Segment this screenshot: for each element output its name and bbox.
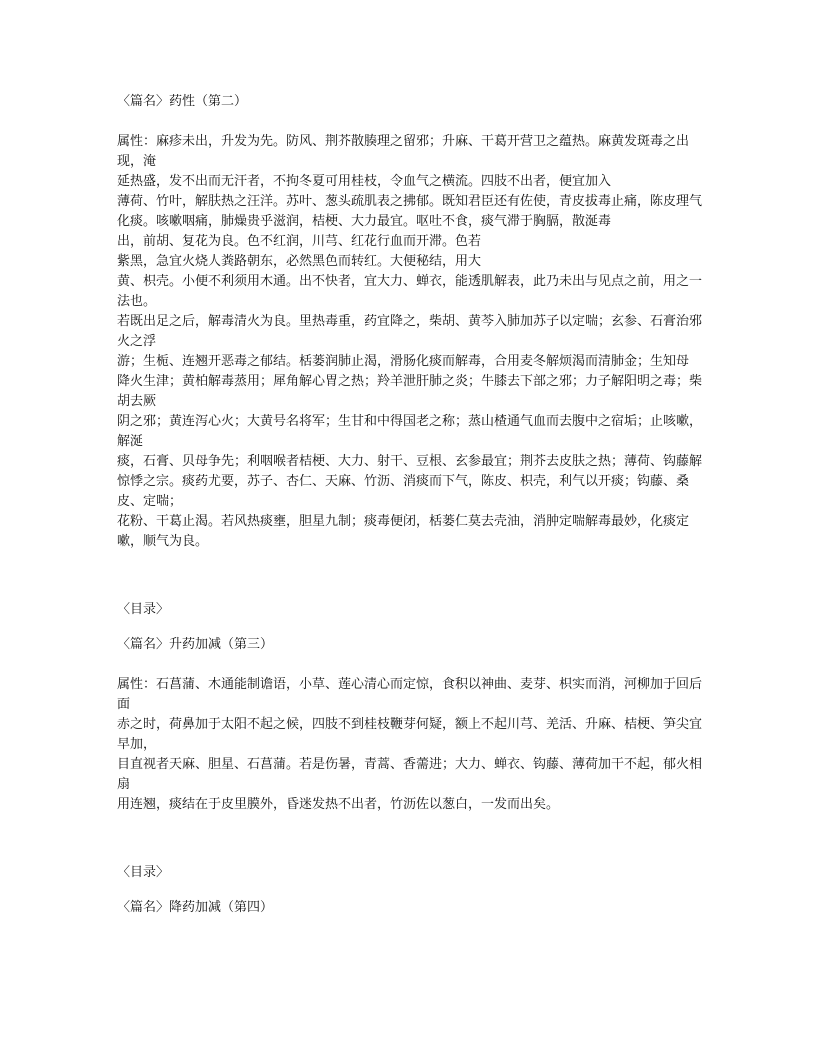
body-line: 化痰。咳嗽咽痛，肺燥贵乎滋润，桔梗、大力最宜。呕吐不食，痰气滞于胸膈，散涎毒	[117, 214, 612, 229]
body-line: 花粉、干葛止渴。若风热痰壅，胆星九制；痰毒便闭，栝蒌仁莫去壳油，消肿定喘解毒最妙，化痰定嗽，顺气为良。	[117, 514, 690, 549]
body-line: 延热盛，发不出而无汗者，不拘冬夏可用桂枝，令血气之横流。四肢不出者，便宜加入	[117, 174, 612, 189]
body-line: 降火生津；黄柏解毒蒸用；犀角解心胃之热；羚羊泄肝肺之炎；牛膝去下部之邪；力子解阳明之毒；柴胡去厥	[117, 374, 703, 409]
body-line: 若既出足之后，解毒清火为良。里热毒重，药宜降之，柴胡、黄芩入肺加苏子以定喘；玄参、石膏治邪火之浮	[117, 314, 703, 349]
spacer	[117, 815, 702, 863]
section-heading: 〈篇名〉药性（第二）	[117, 94, 248, 109]
toc-link: 〈目录〉	[117, 865, 170, 880]
section-body	[117, 132, 702, 552]
body-line: 惊悸之宗。痰药尤要，苏子、杏仁、天麻、竹沥、消痰而下气，陈皮、枳壳，利气以开痰；钩藤、桑皮、定喘；	[117, 474, 690, 509]
body-line: 游；生栀、连翘开恶毒之郁结。栝蒌润肺止渴，滑肠化痰而解毒，合用麦冬解烦渴而清肺金；生知母	[117, 354, 690, 369]
toc-link: 〈目录〉	[117, 602, 170, 617]
section-heading: 〈篇名〉升药加减（第三）	[117, 637, 274, 652]
body-line: 薄荷、竹叶，解肤热之汪洋。苏叶、葱头疏肌表之拂郁。既知君臣还有佐使，青皮拔毒止痛，陈皮理气	[117, 194, 703, 209]
body-line: 用连翘，痰结在于皮里膜外，昏迷发热不出者，竹沥佐以葱白，一发而出矣。	[117, 797, 560, 812]
body-line: 阴之邪；黄连泻心火；大黄号名将军；生甘和中得国老之称；蒸山楂通气血而去腹中之宿垢；止咳嗽，解涎	[117, 414, 703, 449]
spacer	[117, 112, 702, 132]
section-body	[117, 675, 702, 815]
body-line: 目直视者天麻、胆星、石菖蒲。若是伤暑，青蒿、香薷进；大力、蝉衣、钩藤、薄荷加干不起，郁火相扇	[117, 757, 703, 792]
body-line: 黄、枳壳。小便不利须用木通。出不快者，宜大力、蝉衣，能透肌解表，此乃未出与见点之前，用之一法也。	[117, 274, 703, 309]
spacer	[117, 655, 702, 675]
section-heading: 〈篇名〉降药加减（第四）	[117, 900, 274, 915]
body-line: 紫黑，急宜火烧人粪路朝东，必然黑色而转红。大便秘结，用大	[117, 254, 482, 269]
body-line: 属性：石菖蒲、木通能制谵语，小草、莲心清心而定惊，食积以神曲、麦芽、枳实而消，河柳加于回后面	[117, 677, 703, 712]
spacer	[117, 620, 702, 635]
body-line: 赤之时，荷鼻加于太阳不起之候，四肢不到桂枝鞭芽何疑，额上不起川芎、羌活、升麻、桔梗、笋尖宜早加，	[117, 717, 703, 752]
spacer	[117, 552, 702, 600]
body-line: 出，前胡、复花为良。色不红润，川芎、红花行血而开滞。色若	[117, 234, 482, 249]
spacer	[117, 883, 702, 898]
document-page	[117, 92, 702, 918]
body-line: 属性：麻疹未出，升发为先。防风、荆芥散腠理之留邪；升麻、干葛开营卫之蕴热。麻黄发斑毒之出现，淹	[117, 134, 690, 169]
body-line: 痰，石膏、贝母争先；利咽喉者桔梗、大力、射干、豆根、玄参最宜；荆芥去皮肤之热；薄荷、钩藤解	[117, 454, 703, 469]
